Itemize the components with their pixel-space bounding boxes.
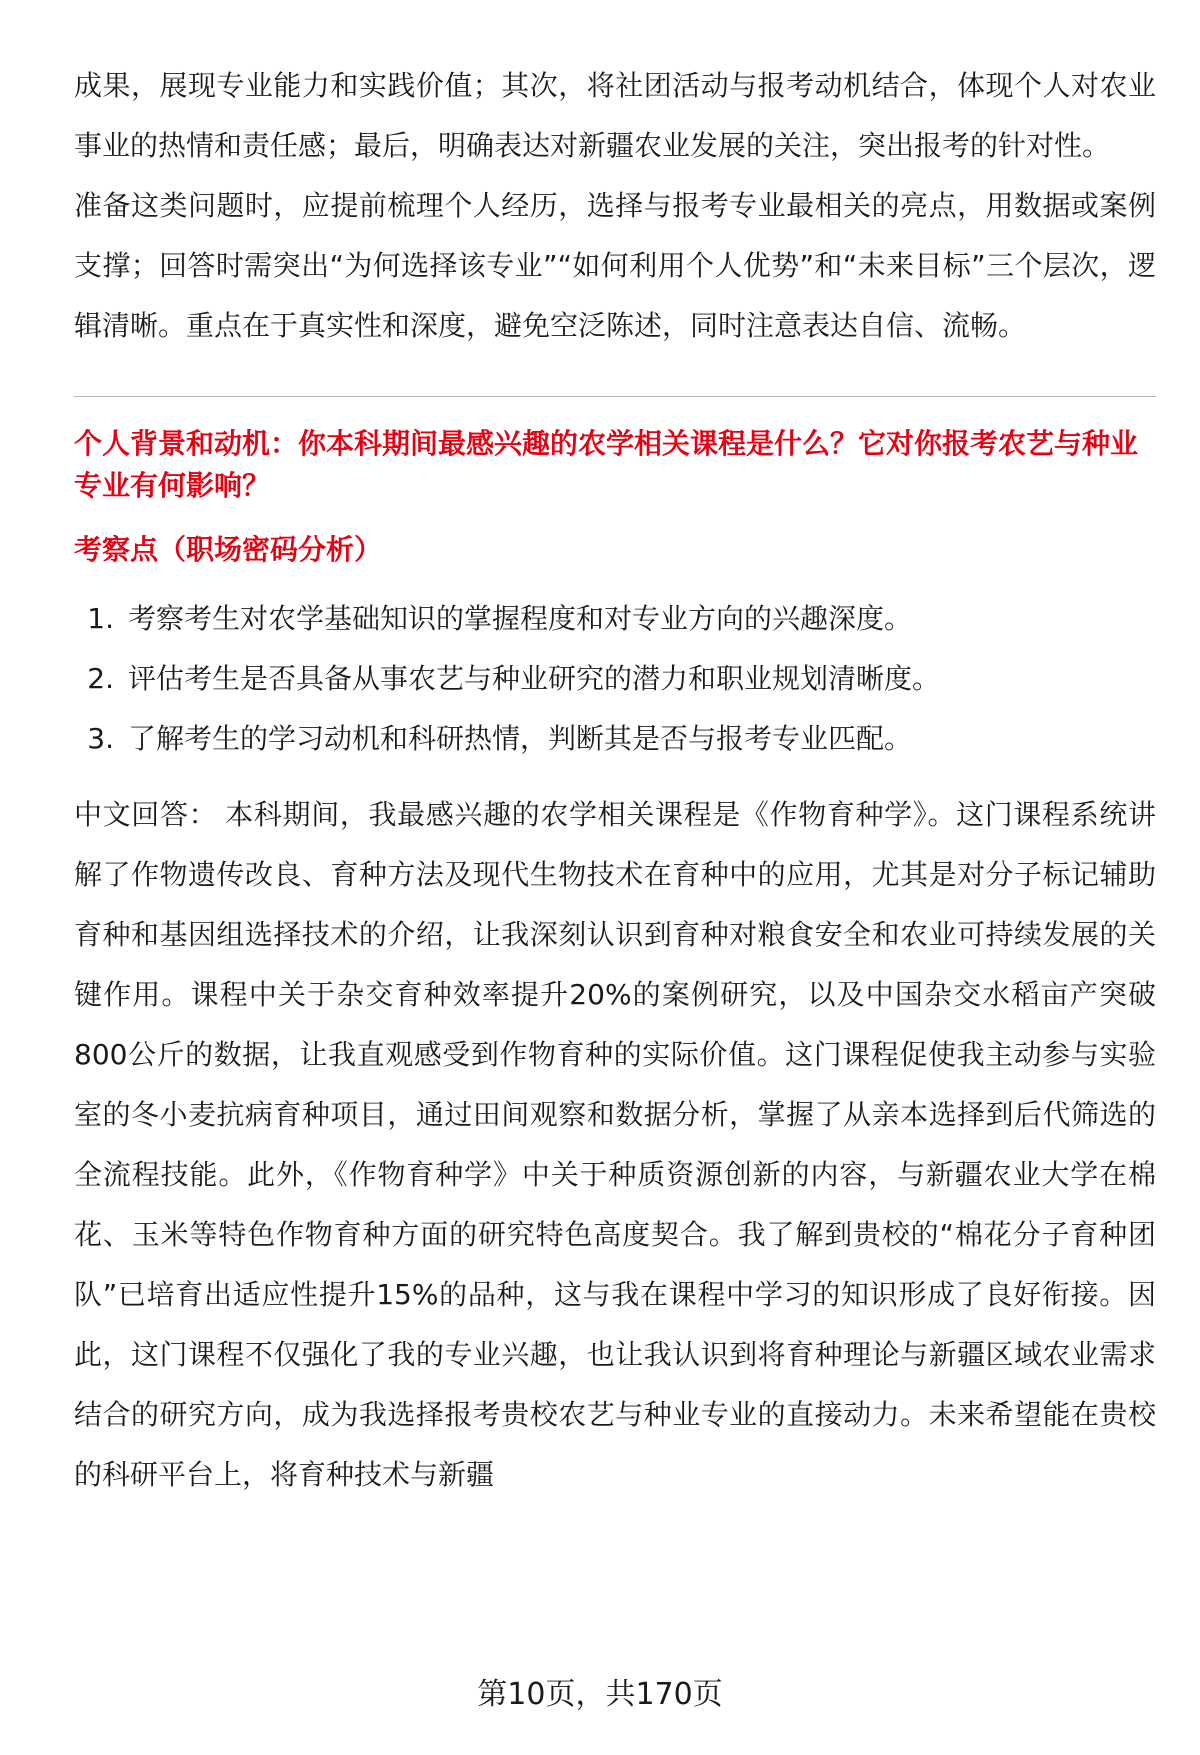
list-item: [74, 709, 1156, 769]
list-item-text: 评估考生是否具备从事农艺与种业研究的潜力和职业规划清晰度。: [128, 662, 941, 695]
assessment-points-list: [74, 589, 1156, 769]
answer-paragraph: [74, 785, 1156, 1505]
list-item-number: 2.: [87, 662, 114, 695]
page-number: 第10页，共170页: [477, 1677, 723, 1712]
list-item-number: 3.: [87, 722, 114, 755]
list-item-number: 1.: [87, 602, 114, 635]
interview-question: 个人背景和动机：你本科期间最感兴趣的农学相关课程是什么？它对你报考农艺与种业专业有何影响？: [74, 427, 1139, 502]
answer-label: 中文回答：: [74, 798, 218, 831]
list-item-text: 了解考生的学习动机和科研热情，判断其是否与报考专业匹配。: [128, 722, 913, 755]
assessment-points-heading: 考察点（职场密码分析）: [74, 533, 383, 566]
list-item-text: 考察考生对农学基础知识的掌握程度和对专业方向的兴趣深度。: [128, 602, 913, 635]
intro-paragraph-2: 准备这类问题时，应提前梳理个人经历，选择与报考专业最相关的亮点，用数据或案例支撑；回答时需突出“为何选择该专业”“如何利用个人优势”和“未来目标”三个层次，逻辑清晰。重点在于真实性和深度，避免空泛陈述，同时注意表达自信、流畅。: [74, 189, 1156, 342]
intro-paragraph-1: 成果，展现专业能力和实践价值；其次，将社团活动与报考动机结合，体现个人对农业事业的热情和责任感；最后，明确表达对新疆农业发展的关注，突出报考的针对性。: [74, 69, 1156, 162]
section-divider: [74, 396, 1156, 397]
list-item: [74, 589, 1156, 649]
answer-text: 本科期间，我最感兴趣的农学相关课程是《作物育种学》。这门课程系统讲解了作物遗传改良、育种方法及现代生物技术在育种中的应用，尤其是对分子标记辅助育种和基因组选择技术的介绍，让我深刻认识到育种对粮食安全和农业可持续发展的关键作用。课程中关于杂交育种效率提升20%的案例研究，以及中国杂交水稻亩产突破800公斤的数据，让我直观感受到作物育种的实际价值。这门课程促使我主动参与实验室的冬小麦抗病育种项目，通过田间观察和数据分析，掌握了从亲本选择到后代筛选的全流程技能。此外，《作物育种学》中关于种质资源创新的内容，与新疆农业大学在棉花、玉米等特色作物育种方面的研究特色高度契合。我了解到贵校的“棉花分子育种团队”已培育出适应性提升15%的品种，这与我在课程中学习的知识形成了良好衔接。因此，这门课程不仅强化了我的专业兴趣，也让我认识到将育种理论与新疆区域农业需求结合的研究方向，成为我选择报考贵校农艺与种业专业的直接动力。未来希望能在贵校的科研平台上，将育种技术与新疆: [74, 798, 1156, 1491]
page-content: [74, 56, 1156, 1505]
list-item: [74, 649, 1156, 709]
